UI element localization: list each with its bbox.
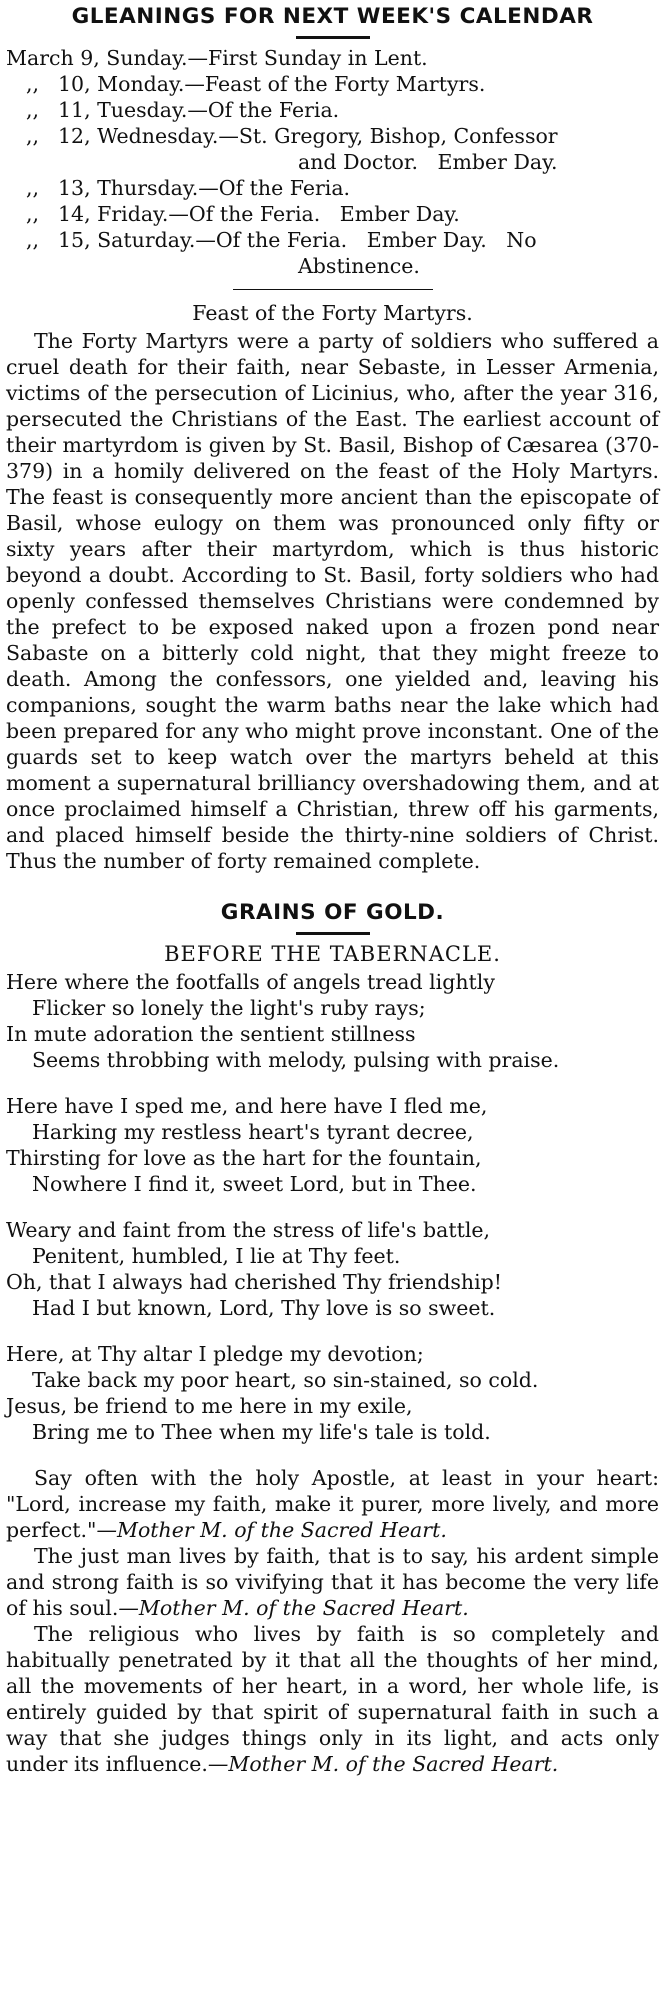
calendar-text: —Of the Feria. Ember Day. No — [195, 228, 537, 252]
poem-line: Penitent, humbled, I lie at Thy feet. — [32, 1244, 401, 1268]
calendar-list — [6, 45, 659, 279]
ditto-mark: ,, — [26, 124, 40, 148]
poem-line: Take back my poor heart, so sin-stained, so cold. — [32, 1368, 539, 1392]
calendar-date: 11, Tuesday. — [58, 98, 188, 122]
poem-line: Here have I sped me, and here have I fled me, — [6, 1094, 488, 1118]
calendar-entry — [6, 227, 659, 253]
poem-line: Had I but known, Lord, Thy love is so sweet. — [32, 1296, 496, 1320]
poem-line: Here where the footfalls of angels tread lightly — [6, 970, 495, 994]
calendar-text: —St. Gregory, Bishop, Confessor — [218, 124, 558, 148]
calendar-text-continuation: and Doctor. Ember Day. — [298, 150, 558, 174]
poem-line: Harking my restless heart's tyrant decree, — [32, 1120, 474, 1144]
ditto-mark: ,, — [26, 228, 40, 252]
poem-line: In mute adoration the sentient stillness — [6, 1022, 416, 1046]
feast-body: The Forty Martyrs were a party of soldiers who suffered a cruel death for their faith, near Sebaste, in Lesser Armenia, victims of the persecution of Licinius, who, after the year 316, persecuted the Christians of the East. The earliest account of their martyrdom is given by St. Basil, Bishop of Cæsarea (370-379) in a homily delivered on the feast of the Holy Martyrs. The feast is consequently more ancient than the episcopate of Basil, whose eulogy on them was pronounced only fifty or sixty years after their martyrdom, which is thus historic beyond a doubt. According to St. Basil, forty soldiers who had openly confessed themselves Christians were condemned by the prefect to be exposed naked upon a frozen pond near Sabaste on a bitterly cold night, that they might freeze to death. Among the confessors, one yielded and, leaving his companions, sought the warm baths near the lake which had been prepared for any who might prove inconstant. One of the guards set to keep watch over the martyrs beheld at this moment a supernatural brilliancy overshadowing them, and at once proclaimed himself a Christian, threw off his garments, and placed himself beside the thirty-nine soldiers of Christ. Thus the number of forty remained complete. — [6, 329, 659, 873]
calendar-date: March 9, Sunday. — [6, 46, 188, 70]
poem-line: Jesus, be friend to me here in my exile, — [6, 1394, 413, 1418]
poem-line: Nowhere I find it, sweet Lord, but in Thee. — [32, 1172, 477, 1196]
poem-line: Thirsting for love as the hart for the fountain, — [6, 1146, 482, 1170]
calendar-date: 10, Monday. — [58, 72, 185, 96]
quote-text: The just man lives by faith, that is to say, his ardent simple and strong faith is so vivifying that it has become the very life of his soul. — [6, 1544, 659, 1620]
poem-stanza — [6, 969, 659, 1073]
heading-rule — [296, 36, 370, 39]
calendar-entry — [6, 123, 659, 149]
ditto-mark: ,, — [26, 176, 40, 200]
ditto-mark: ,, — [26, 202, 40, 226]
poem-line: Oh, that I always had cherished Thy friendship! — [6, 1270, 502, 1294]
calendar-date: 14, Friday. — [58, 202, 169, 226]
calendar-text-continuation: Abstinence. — [298, 254, 420, 278]
calendar-entry — [6, 71, 659, 97]
poem-line: Flicker so lonely the light's ruby rays; — [32, 996, 426, 1020]
calendar-date: 15, Saturday. — [58, 228, 196, 252]
quote — [6, 1543, 659, 1621]
poem-stanza — [6, 1217, 659, 1321]
poem-stanza — [6, 1093, 659, 1197]
poem-line: Here, at Thy altar I pledge my devotion; — [6, 1342, 424, 1366]
poem-line: Seems throbbing with melody, pulsing with praise. — [32, 1048, 560, 1072]
calendar-entry — [6, 201, 659, 227]
quote — [6, 1465, 659, 1543]
quote — [6, 1621, 659, 1777]
section-divider — [233, 289, 433, 290]
calendar-entry-continuation — [6, 253, 659, 279]
quote-attribution: —Mother M. of the Sacred Heart. — [118, 1596, 469, 1620]
calendar-entry — [6, 97, 659, 123]
calendar-text: —Of the Feria. — [198, 176, 351, 200]
quote-attribution: —Mother M. of the Sacred Heart. — [207, 1752, 559, 1776]
quote-attribution: —Mother M. of the Sacred Heart. — [96, 1518, 447, 1542]
poem — [6, 969, 659, 1445]
heading-rule — [296, 932, 370, 935]
calendar-heading: GLEANINGS FOR NEXT WEEK'S CALENDAR — [71, 4, 594, 29]
poem-title: BEFORE THE TABERNACLE. — [164, 942, 501, 966]
feast-title: Feast of the Forty Martyrs. — [192, 301, 473, 325]
calendar-entry — [6, 175, 659, 201]
quotes — [6, 1465, 659, 1777]
calendar-text: —First Sunday in Lent. — [187, 46, 428, 70]
calendar-entry-continuation — [6, 149, 659, 175]
calendar-text: —Of the Feria. — [187, 98, 340, 122]
calendar-date: 13, Thursday. — [58, 176, 199, 200]
calendar-entry — [6, 45, 659, 71]
poem-line: Weary and faint from the stress of life's battle, — [6, 1218, 491, 1242]
quote-text: Say often with the holy Apostle, at least in your heart: "Lord, increase my faith, make it purer, more lively, and more perfect." — [6, 1466, 659, 1542]
poem-stanza — [6, 1341, 659, 1445]
ditto-mark: ,, — [26, 72, 40, 96]
grains-heading: GRAINS OF GOLD. — [220, 900, 445, 925]
calendar-date: 12, Wednesday. — [58, 124, 219, 148]
ditto-mark: ,, — [26, 98, 40, 122]
quote-text: The religious who lives by faith is so completely and habitually penetrated by it that all the thoughts of her mind, all the movements of her heart, in a word, her whole life, is entirely guided by that spirit of supernatural faith in such a way that she judges things only in its light, and acts only under its influence. — [6, 1622, 659, 1776]
calendar-text: —Of the Feria. Ember Day. — [168, 202, 460, 226]
calendar-text: —Feast of the Forty Martyrs. — [184, 72, 486, 96]
poem-line: Bring me to Thee when my life's tale is told. — [32, 1420, 491, 1444]
